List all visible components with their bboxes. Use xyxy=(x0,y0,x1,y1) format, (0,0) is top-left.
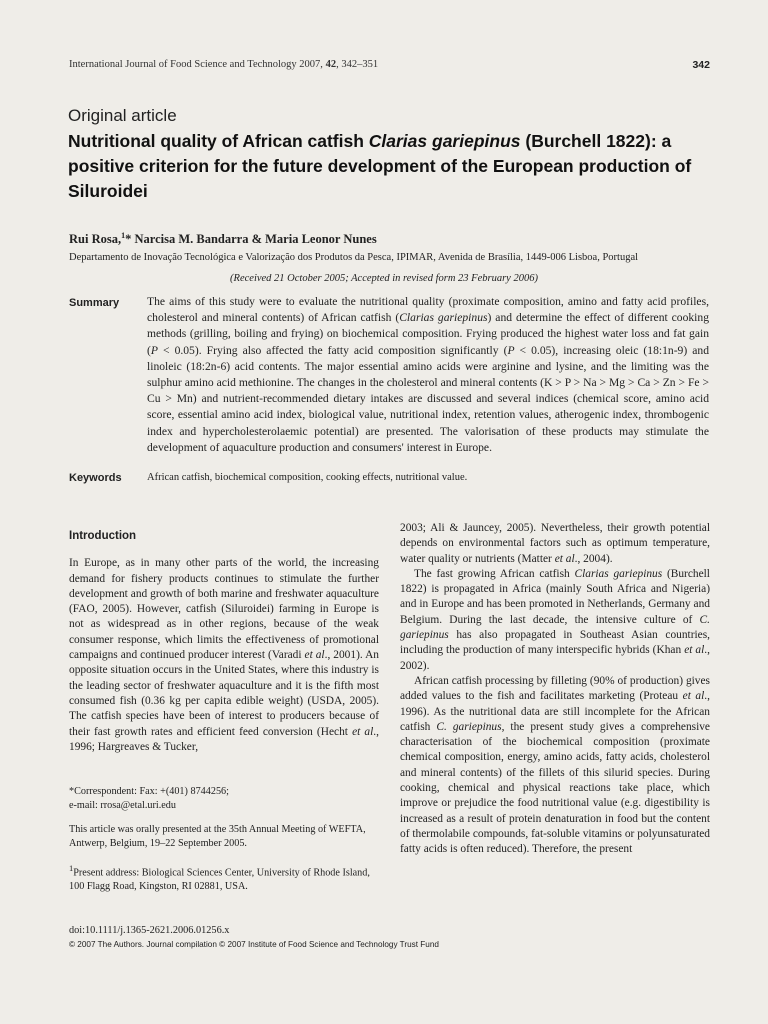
text-fragment: African catfish processing by filleting (90% of production) gives added values to the fish and facilitates marketing (Proteau xyxy=(400,674,710,703)
species-name: C. gariepinus xyxy=(400,613,710,642)
intro-paragraph xyxy=(400,674,710,858)
correspondent-note xyxy=(69,785,379,813)
title-part: Nutritional quality of African catfish xyxy=(68,131,369,151)
summary-fragment: < 0.05), increasing oleic (18:1n-9) and linoleic (18:2n-6) acid contents. The major essential amino acids were arginine and lysine, and the limiting was the sulphur amino acid methionine. The changes in the cholesterol and mineral contents (K > P > Na > Mg > Ca > Zn > Fe > Cu > Mn) and nutrient-recommended dietary intakes are discussed and several indices (chemical score, amino acid score, essential amino acid index, biological value, nutritional index, retention values, atherogenic index, thrombogenic index and hypercholesterolaemic potential) are presented. The valorisation of these products may stimulate the development of aquaculture production and consumers' interest in Europe. xyxy=(147,343,709,454)
right-column xyxy=(400,521,710,858)
title-species: Clarias gariepinus xyxy=(368,131,521,151)
running-head xyxy=(69,59,378,70)
summary-text xyxy=(147,294,709,456)
et-al: et al xyxy=(684,644,705,657)
text-fragment: ., 2001). An opposite situation occurs in the United States, where this industry is the leading sector of freshwater aquaculture and it is the fifth most consumed fish (0.36 kg per capita edible weight) (USDA, 2005). The catfish species have been of interest to producers because of their fast growth rates and efficient feed conversion (Hecht xyxy=(69,649,379,738)
author-name: Rui Rosa, xyxy=(69,232,122,247)
intro-paragraph xyxy=(400,567,710,674)
intro-paragraph-continued xyxy=(400,521,710,567)
text-fragment: (Burchell 1822) is propagated in Africa (mainly South Africa and Nigeria) and in Europe and has been promoted in Netherlands, Germany and Belgium. During the last decade, the intensive culture of xyxy=(400,567,710,626)
summary-species: Clarias gariepinus xyxy=(399,311,488,325)
text-fragment: In Europe, as in many other parts of the world, the increasing demand for fishery products continues to stimulate the further development and growth of both marine and freshwater aquaculture (FAO, 2005). However, catfish (Siluroidei) farming in Europe is not as widespread as in other regions, because of the weak consumer response, which limits the effectiveness of promotional campaigns and continued producer interest (Varadi xyxy=(69,557,379,662)
introduction-heading: Introduction xyxy=(69,530,137,542)
text-fragment: The fast growing African catfish xyxy=(414,567,575,580)
journal-pages: , 342–351 xyxy=(336,59,379,70)
text-fragment: has also propagated in Southeast Asian countries, including the production of many interspecific hybrids (Khan xyxy=(400,629,710,657)
text-fragment: ., 2004). xyxy=(574,552,613,565)
copyright: © 2007 The Authors. Journal compilation © 2007 Institute of Food Science and Technology Trust Fund xyxy=(69,940,439,949)
et-al: et al xyxy=(352,725,374,738)
article-title xyxy=(68,129,718,204)
page-number: 342 xyxy=(692,59,710,71)
presentation-note: This article was orally presented at the 35th Annual Meeting of WEFTA, Antwerp, Belgium, 19–22 September 2005. xyxy=(69,824,366,849)
correspondent-mark: * xyxy=(125,232,132,247)
correspondent-fax: *Correspondent: Fax: +(401) 8744256; xyxy=(69,786,229,797)
footnote-mark: 1 xyxy=(69,863,74,873)
present-address-note xyxy=(69,861,379,894)
p-value-symbol: P xyxy=(150,343,158,357)
et-al: et al xyxy=(682,690,705,703)
title-part: (Burchell 1822): a positive criterion for the future development of the European production of Siluroidei xyxy=(68,131,692,201)
authors xyxy=(69,231,377,247)
doi: doi:10.1111/j.1365-2621.2006.01256.x xyxy=(69,925,230,936)
summary-fragment: ) and determine the effect of different cooking methods (grilling, boiling and frying) on biochemical composition. Frying produced the highest water loss and fat gain ( xyxy=(147,311,709,357)
keywords-label: Keywords xyxy=(69,472,122,484)
article-type: Original article xyxy=(68,106,177,125)
summary-fragment: The aims of this study were to evaluate the nutritional quality (proximate composition, amino and fatty acid profiles, cholesterol and mineral contents) of African catfish ( xyxy=(147,295,709,325)
present-address: Present address: Biological Sciences Center, University of Rhode Island, 100 Flagg Road, Kingston, RI 02881, USA. xyxy=(69,867,370,893)
species-name: C. gariepinus xyxy=(436,720,502,733)
correspondent-email: e-mail: rrosa@etal.uri.edu xyxy=(69,800,176,811)
et-al: et al xyxy=(554,552,575,565)
left-column xyxy=(69,529,379,755)
keywords-text: African catfish, biochemical composition, cooking effects, nutritional value. xyxy=(147,472,468,483)
text-fragment: 2003; Ali & Jauncey, 2005). Nevertheless, their growth potential depends on environmental factors such as optimum temperature, water quality or nutrients (Matter xyxy=(400,522,710,565)
text-fragment: , the present study gives a comprehensive characterisation of the biochemical composition (proximate chemical composition, energy, amino acids, fatty acids, cholesterol and mineral contents) of the fillets of this silurid species. During cooking, chemical and physical reactions take place, which improve or prejudice the food nutritional value (e.g. digestibility is increased as a result of protein denaturation in food but the content of thermolabile compounds, fat-soluble vitamins or polyunsaturated fatty acids is often reduced). Therefore, the present xyxy=(400,720,710,856)
text-fragment: ., 1996; Hargreaves & Tucker, xyxy=(69,725,379,753)
text-fragment: ., 1996). As the nutritional data are still incomplete for the African catfish xyxy=(400,690,710,733)
footnotes xyxy=(69,785,379,904)
affiliation-mark: 1 xyxy=(121,231,126,240)
intro-paragraph xyxy=(69,556,379,755)
text-fragment: ., 2002). xyxy=(400,644,710,672)
et-al: et al xyxy=(304,649,325,662)
p-value-symbol: P xyxy=(507,343,515,357)
summary-label: Summary xyxy=(69,297,120,309)
journal-volume: 42 xyxy=(325,59,337,70)
journal-name: International Journal of Food Science and Technology 2007, xyxy=(69,59,326,70)
summary-fragment: < 0.05). Frying also affected the fatty acid composition significantly ( xyxy=(157,343,508,357)
received-dates: (Received 21 October 2005; Accepted in revised form 23 February 2006) xyxy=(230,273,538,284)
author-names: Narcisa M. Bandarra & Maria Leonor Nunes xyxy=(131,232,377,247)
affiliation: Departamento de Inovação Tecnológica e Valorização dos Produtos da Pesca, IPIMAR, Avenida de Brasília, 1449-006 Lisboa, Portugal xyxy=(69,252,639,263)
species-name: Clarias gariepinus xyxy=(574,567,663,580)
